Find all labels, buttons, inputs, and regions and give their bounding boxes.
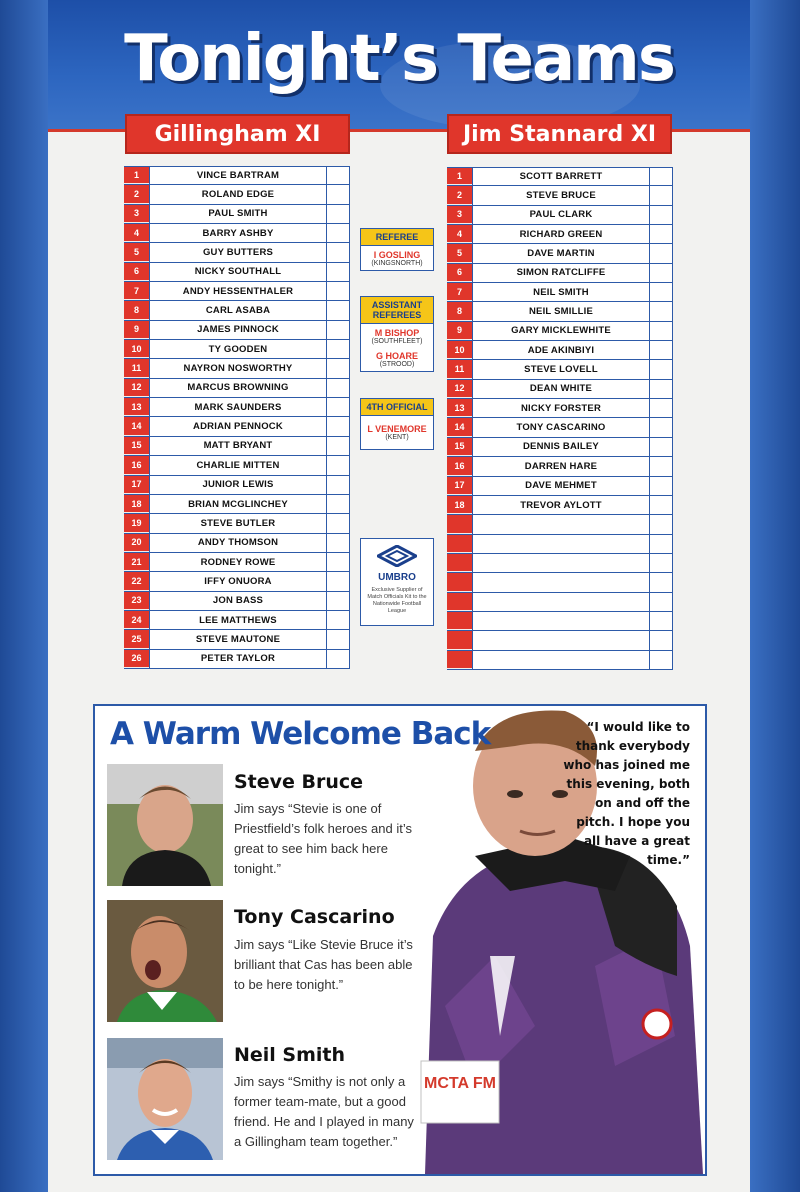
table-row [447,225,673,244]
player-number: 15 [447,438,472,456]
player-checkbox-cell [326,224,350,242]
table-row [124,185,350,204]
player-number: 11 [447,360,472,378]
player-name: CHARLIE MITTEN [149,456,326,474]
assistant-referee-1-name: M BISHOP [374,328,420,338]
player-name: BRIAN MCGLINCHEY [149,495,326,513]
player-name: DEAN WHITE [472,380,649,398]
player-name [472,631,649,649]
player-checkbox-cell [649,244,673,262]
player-checkbox-cell [326,185,350,203]
player-number: 6 [447,264,472,282]
player-checkbox-cell [326,456,350,474]
neil-smith-quote: Jim says “Smithy is not only a former team-mate, but a good friend. He and I played in many a Gillingham team together.” [234,1074,414,1149]
player-checkbox-cell [326,611,350,629]
fourth-official-name: L VENEMORE [367,424,427,434]
player-name [472,535,649,553]
referee-box [360,228,434,271]
player-name: IFFY ONUORA [149,572,326,590]
player-number [447,612,472,630]
player-number [447,631,472,649]
table-row [447,360,673,379]
player-number: 1 [124,167,149,184]
player-name: NEIL SMILLIE [472,302,649,320]
table-row [124,476,350,495]
player-checkbox-cell [326,495,350,513]
away-team-title: Jim Stannard XI [447,114,672,154]
player-number: 3 [124,205,149,223]
player-name: STEVE BUTLER [149,514,326,532]
player-name [472,612,649,630]
table-row [447,380,673,399]
player-checkbox-cell [649,612,673,630]
player-name: ADRIAN PENNOCK [149,417,326,435]
table-row [447,283,673,302]
table-row [124,417,350,436]
player-checkbox-cell [326,650,350,668]
player-checkbox-cell [649,515,673,533]
player-name: LEE MATTHEWS [149,611,326,629]
player-number: 21 [124,553,149,571]
player-number: 8 [447,302,472,320]
table-row [124,301,350,320]
steve-bruce-photo [107,764,223,886]
fourth-official-heading: 4TH OFFICIAL [361,399,433,416]
player-name: TONY CASCARINO [472,418,649,436]
player-name [472,593,649,611]
player-checkbox-cell [649,264,673,282]
player-number: 6 [124,263,149,281]
player-number: 26 [124,650,149,668]
player-number [447,554,472,572]
player-number: 13 [124,398,149,416]
player-number [447,535,472,553]
left-blue-border [0,0,48,1192]
player-checkbox-cell [326,553,350,571]
player-number: 5 [447,244,472,262]
umbro-logo-icon [377,545,417,567]
player-checkbox-cell [649,477,673,495]
player-number: 4 [124,224,149,242]
table-row [124,534,350,553]
player-name: ADE AKINBIYI [472,341,649,359]
away-team-list [447,167,673,670]
table-row [447,593,673,612]
table-row [447,322,673,341]
player-name: JAMES PINNOCK [149,321,326,339]
player-checkbox-cell [649,322,673,340]
table-row [447,438,673,457]
player-name: SCOTT BARRETT [472,168,649,185]
table-row [447,554,673,573]
table-row [124,398,350,417]
player-number: 3 [447,206,472,224]
player-number: 14 [124,417,149,435]
tony-cascarino-quote: Jim says “Like Stevie Bruce it’s brilliant that Cas has been able to be here tonight.” [234,937,413,992]
player-checkbox-cell [649,418,673,436]
player-name: NEIL SMITH [472,283,649,301]
table-row [447,418,673,437]
table-row [124,359,350,378]
player-name: ANDY THOMSON [149,534,326,552]
player-number: 2 [124,185,149,203]
player-checkbox-cell [649,554,673,572]
assistant-referees-box [360,296,434,372]
table-row [447,341,673,360]
player-number: 13 [447,399,472,417]
referee-location: (KINGSNORTH) [371,260,423,267]
table-row [447,477,673,496]
player-name: PAUL SMITH [149,205,326,223]
assistant-referee-1-location: (SOUTHFLEET) [371,338,423,345]
player-checkbox-cell [326,340,350,358]
tony-cascarino-name: Tony Cascarino [234,906,395,928]
player-number: 4 [447,225,472,243]
assistant-referees-heading: ASSISTANT REFEREES [361,297,433,324]
player-number: 7 [447,283,472,301]
player-number: 10 [447,341,472,359]
table-row [447,573,673,592]
player-name: DAVE MARTIN [472,244,649,262]
player-number: 18 [447,496,472,514]
player-checkbox-cell [649,168,673,185]
table-row [124,592,350,611]
table-row [447,399,673,418]
table-row [447,631,673,650]
player-name: TY GOODEN [149,340,326,358]
table-row [124,321,350,340]
table-row [124,572,350,591]
player-number: 20 [124,534,149,552]
player-checkbox-cell [649,225,673,243]
neil-smith-name: Neil Smith [234,1044,346,1066]
player-name: TREVOR AYLOTT [472,496,649,514]
player-checkbox-cell [326,379,350,397]
player-checkbox-cell [326,476,350,494]
table-row [124,263,350,282]
right-blue-border [750,0,800,1192]
player-name [472,573,649,591]
table-row [447,612,673,631]
player-number: 24 [124,611,149,629]
player-checkbox-cell [649,186,673,204]
player-number [447,573,472,591]
player-name: JUNIOR LEWIS [149,476,326,494]
player-number [447,593,472,611]
player-checkbox-cell [326,321,350,339]
player-checkbox-cell [649,438,673,456]
player-name: SIMON RATCLIFFE [472,264,649,282]
player-number: 25 [124,630,149,648]
player-number [447,515,472,533]
table-row [124,456,350,475]
player-name: NAYRON NOSWORTHY [149,359,326,377]
player-checkbox-cell [649,341,673,359]
player-checkbox-cell [649,302,673,320]
player-number: 9 [124,321,149,339]
player-number: 19 [124,514,149,532]
player-number [447,651,472,669]
player-number: 8 [124,301,149,319]
steve-bruce-name: Steve Bruce [234,771,364,793]
table-row [447,186,673,205]
table-row [124,630,350,649]
table-row [124,495,350,514]
neil-smith-photo [107,1038,223,1160]
player-checkbox-cell [649,399,673,417]
player-number: 7 [124,282,149,300]
player-number: 12 [124,379,149,397]
player-name: RODNEY ROWE [149,553,326,571]
player-number: 5 [124,243,149,261]
player-number: 17 [124,476,149,494]
umbro-tagline: Exclusive Supplier of Match Officials Kit to the Nationwide Football League [367,587,427,614]
player-checkbox-cell [326,301,350,319]
table-row [124,224,350,243]
player-name: ROLAND EDGE [149,185,326,203]
player-name [472,651,649,669]
player-number: 9 [447,322,472,340]
player-checkbox-cell [326,534,350,552]
table-row [124,379,350,398]
referee-heading: REFEREE [361,229,433,246]
player-checkbox-cell [326,417,350,435]
player-number: 2 [447,186,472,204]
table-row [447,457,673,476]
shirt-sponsor-text: MCTA FM [424,1075,496,1092]
player-number: 16 [447,457,472,475]
player-name [472,554,649,572]
welcome-title: A Warm Welcome Back [110,716,491,752]
player-checkbox-cell [326,592,350,610]
player-name: NICKY FORSTER [472,399,649,417]
player-name: STEVE MAUTONE [149,630,326,648]
player-name: PAUL CLARK [472,206,649,224]
player-number: 22 [124,572,149,590]
player-number: 15 [124,437,149,455]
table-row [124,650,350,669]
table-row [124,514,350,533]
table-row [124,553,350,572]
assistant-referee-2-name: G HOARE [375,351,418,361]
player-number: 23 [124,592,149,610]
player-name: DENNIS BAILEY [472,438,649,456]
table-row [124,205,350,224]
player-checkbox-cell [326,572,350,590]
table-row [124,437,350,456]
player-checkbox-cell [326,282,350,300]
player-number: 10 [124,340,149,358]
player-checkbox-cell [649,573,673,591]
umbro-sponsor-box [360,538,434,626]
player-name: MATT BRYANT [149,437,326,455]
umbro-brand: UMBRO [378,572,416,583]
table-row [124,282,350,301]
player-name: DARREN HARE [472,457,649,475]
table-row [124,166,350,185]
player-checkbox-cell [649,535,673,553]
table-row [124,340,350,359]
player-name: GUY BUTTERS [149,243,326,261]
player-number: 18 [124,495,149,513]
player-name: JON BASS [149,592,326,610]
table-row [447,496,673,515]
steve-bruce-quote: Jim says “Stevie is one of Priestfield’s folk heroes and it’s great to see him back here tonight.” [234,801,413,876]
player-name: DAVE MEHMET [472,477,649,495]
fourth-official-box [360,398,434,450]
table-row [447,535,673,554]
player-name: CARL ASABA [149,301,326,319]
player-name [472,515,649,533]
player-name: MARK SAUNDERS [149,398,326,416]
player-checkbox-cell [649,631,673,649]
player-checkbox-cell [649,496,673,514]
player-checkbox-cell [649,283,673,301]
table-row [447,244,673,263]
player-name: VINCE BARTRAM [149,167,326,184]
player-checkbox-cell [649,206,673,224]
table-row [447,167,673,186]
stannard-quote: “I would like to thank everybody who has joined me this evening, both on and off the pitch. I hope you all have a great time.” [563,720,690,867]
player-name: STEVE BRUCE [472,186,649,204]
player-checkbox-cell [326,167,350,184]
player-name: MARCUS BROWNING [149,379,326,397]
assistant-referee-2-location: (STROOD) [379,361,415,368]
player-number: 17 [447,477,472,495]
player-number: 12 [447,380,472,398]
player-name: RICHARD GREEN [472,225,649,243]
player-name: GARY MICKLEWHITE [472,322,649,340]
table-row [447,264,673,283]
fourth-official-location: (KENT) [385,434,409,441]
player-checkbox-cell [326,398,350,416]
player-checkbox-cell [326,514,350,532]
player-checkbox-cell [326,263,350,281]
player-name: STEVE LOVELL [472,360,649,378]
player-checkbox-cell [649,360,673,378]
page-title: Tonight’s Teams [124,22,674,96]
player-number: 11 [124,359,149,377]
player-checkbox-cell [326,359,350,377]
player-checkbox-cell [326,630,350,648]
player-name: NICKY SOUTHALL [149,263,326,281]
table-row [447,515,673,534]
player-checkbox-cell [649,457,673,475]
player-checkbox-cell [326,243,350,261]
player-checkbox-cell [649,651,673,669]
table-row [447,651,673,670]
player-number: 1 [447,168,472,185]
player-checkbox-cell [326,205,350,223]
tony-cascarino-photo [107,900,223,1022]
player-name: ANDY HESSENTHALER [149,282,326,300]
player-checkbox-cell [649,380,673,398]
referee-name: I GOSLING [373,250,421,260]
home-team-title: Gillingham XI [125,114,350,154]
player-checkbox-cell [649,593,673,611]
home-team-list [124,166,350,669]
table-row [124,243,350,262]
player-number: 16 [124,456,149,474]
table-row [124,611,350,630]
player-number: 14 [447,418,472,436]
player-name: BARRY ASHBY [149,224,326,242]
player-checkbox-cell [326,437,350,455]
player-name: PETER TAYLOR [149,650,326,668]
table-row [447,302,673,321]
table-row [447,206,673,225]
